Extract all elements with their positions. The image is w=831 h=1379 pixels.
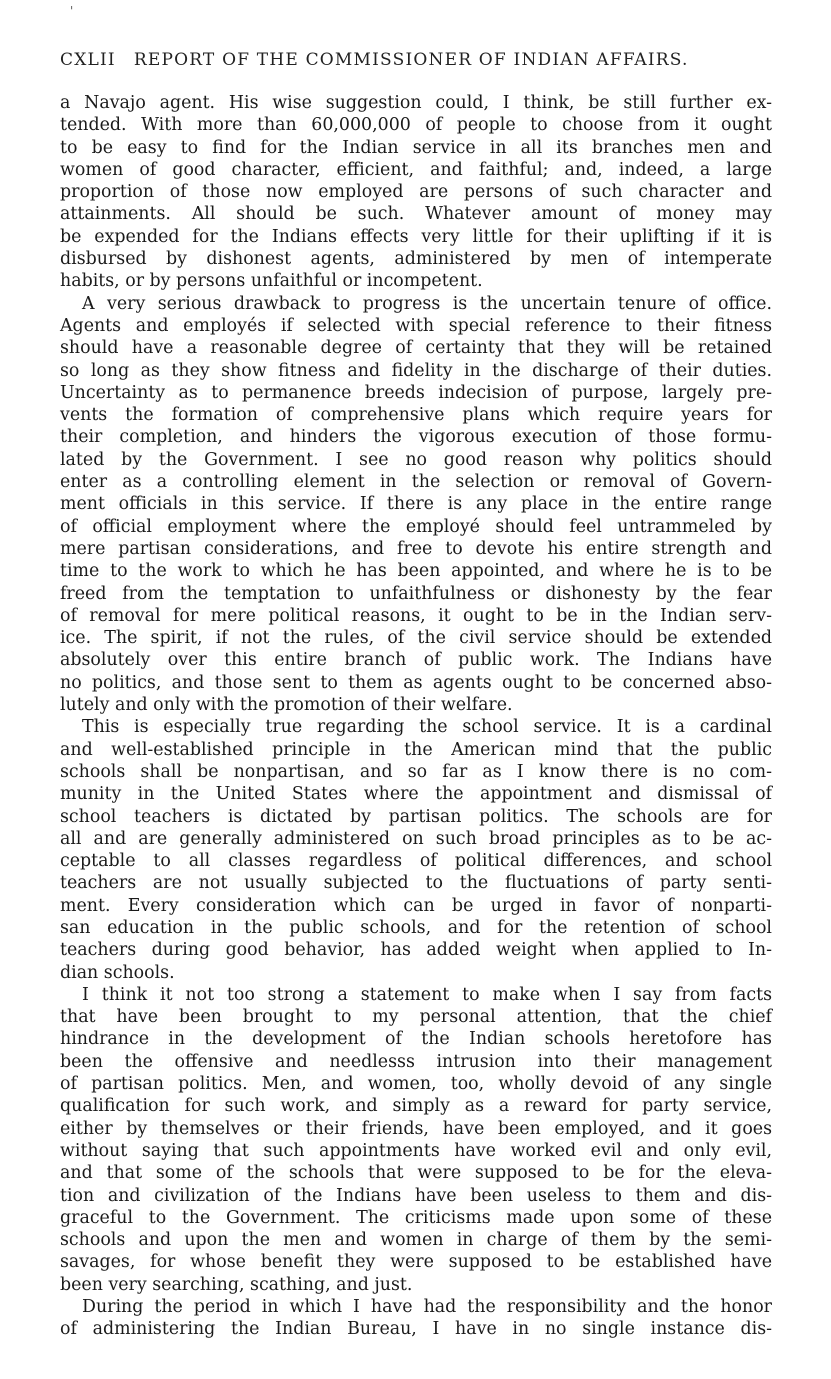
text-line: vents the formation of comprehensive plans which require years for: [60, 405, 772, 426]
text-line: ceptable to all classes regardless of political differences, and school: [60, 851, 772, 872]
text-line: During the period in which I have had the responsibility and the honor: [82, 1297, 772, 1318]
running-head-title: REPORT OF THE COMMISSIONER OF INDIAN AFFAIRS.: [133, 50, 689, 70]
paragraph: [60, 293, 772, 717]
text-line: Uncertainty as to permanence breeds indecision of purpose, largely pre-: [60, 382, 772, 403]
text-line: A very serious drawback to progress is the uncertain tenure of office.: [82, 293, 772, 314]
text-line: Agents and employés if selected with special reference to their fitness: [60, 315, 772, 336]
text-line: of partisan politics. Men, and women, too, wholly devoid of any single: [60, 1074, 772, 1095]
text-line: a Navajo agent. His wise suggestion could, I think, be still further ex-: [60, 93, 772, 113]
text-line: freed from the temptation to unfaithfulness or dishonesty by the fear: [60, 583, 772, 604]
text-line: I think it not too strong a statement to make when I say from facts: [82, 984, 772, 1005]
text-line: tion and civilization of the Indians have been useless to them and dis-: [60, 1185, 772, 1206]
text-line: all and are generally administered on such broad principles as to be ac-: [60, 828, 772, 849]
text-line: their completion, and hinders the vigorous execution of those formu-: [60, 427, 772, 448]
text-line: women of good character, efficient, and faithful; and, indeed, a large: [60, 159, 772, 180]
text-line: tended. With more than 60,000,000 of people to choose from it ought: [60, 115, 772, 136]
text-line: and well-established principle in the American mind that the public: [60, 739, 772, 760]
text-line: to be easy to find for the Indian service in all its branches men and: [60, 137, 772, 158]
text-line: san education in the public schools, and for the retention of school: [60, 917, 772, 938]
text-line: dian schools.: [60, 962, 175, 983]
text-line: graceful to the Government. The criticisms made upon some of these: [60, 1207, 772, 1228]
text-line: and that some of the schools that were supposed to be for the eleva-: [60, 1163, 772, 1184]
paragraph: [60, 1296, 772, 1341]
text-line: be expended for the Indians effects very little for their uplifting if it is: [60, 226, 772, 247]
text-line: ment officials in this service. If there is any place in the entire range: [60, 494, 772, 515]
text-line: mere partisan considerations, and free to devote his entire strength and: [60, 538, 772, 559]
paragraph: [60, 92, 772, 293]
text-line: of removal for mere political reasons, it ought to be in the Indian serv-: [60, 605, 772, 626]
text-line: either by themselves or their friends, have been employed, and it goes: [60, 1118, 772, 1139]
text-line: been the offensive and needlesss intrusion into their management: [60, 1051, 772, 1072]
text-line: time to the work to which he has been appointed, and where he is to be: [60, 561, 772, 582]
body-text: [60, 92, 772, 1341]
text-line: ment. Every consideration which can be urged in favor of nonparti-: [60, 895, 772, 916]
text-line: schools and upon the men and women in charge of them by the semi-: [60, 1230, 772, 1251]
text-line: proportion of those now employed are persons of such character and: [60, 182, 772, 203]
text-line: munity in the United States where the appointment and dismissal of: [60, 784, 772, 805]
text-line: of official employment where the employé should feel untrammeled by: [60, 516, 772, 537]
text-line: lutely and only with the promotion of their welfare.: [60, 695, 513, 716]
text-line: should have a reasonable degree of certainty that they will be retained: [60, 338, 772, 359]
text-line: qualification for such work, and simply as a reward for party service,: [60, 1096, 772, 1117]
paragraph: [60, 984, 772, 1296]
text-line: disbursed by dishonest agents, administered by men of intemperate: [60, 249, 772, 270]
text-line: lated by the Government. I see no good reason why politics should: [60, 449, 772, 470]
text-line: attainments. All should be such. Whatever amount of money may: [60, 204, 772, 225]
corner-mark: ': [70, 4, 74, 18]
text-line: teachers during good behavior, has added weight when applied to In-: [60, 940, 772, 961]
text-line: schools shall be nonpartisan, and so far as I know there is no com-: [60, 761, 772, 782]
text-line: been very searching, scathing, and just.: [60, 1274, 413, 1295]
text-line: of administering the Indian Bureau, I have in no single instance dis-: [60, 1319, 772, 1340]
text-line: ice. The spirit, if not the rules, of the civil service should be extended: [60, 628, 772, 649]
text-line: hindrance in the development of the Indian schools heretofore has: [60, 1029, 772, 1050]
text-line: teachers are not usually subjected to the fluctuations of party senti-: [60, 873, 772, 894]
text-line: that have been brought to my personal attention, that the chief: [60, 1007, 772, 1028]
text-line: without saying that such appointments have worked evil and only evil,: [60, 1140, 772, 1161]
text-line: school teachers is dictated by partisan politics. The schools are for: [60, 806, 772, 827]
text-line: savages, for whose benefit they were supposed to be established have: [60, 1252, 772, 1273]
text-line: This is especially true regarding the school service. It is a cardinal: [82, 717, 772, 738]
text-line: enter as a controlling element in the selection or removal of Govern-: [60, 472, 772, 493]
page-folio: CXLII: [60, 50, 116, 70]
text-line: habits, or by persons unfaithful or incompetent.: [60, 271, 483, 292]
text-line: no politics, and those sent to them as agents ought to be concerned abso-: [60, 672, 772, 693]
text-line: absolutely over this entire branch of public work. The Indians have: [60, 650, 772, 671]
paragraph: [60, 716, 772, 984]
running-head: [60, 50, 800, 70]
text-line: so long as they show fitness and fidelity in the discharge of their duties.: [60, 360, 772, 381]
